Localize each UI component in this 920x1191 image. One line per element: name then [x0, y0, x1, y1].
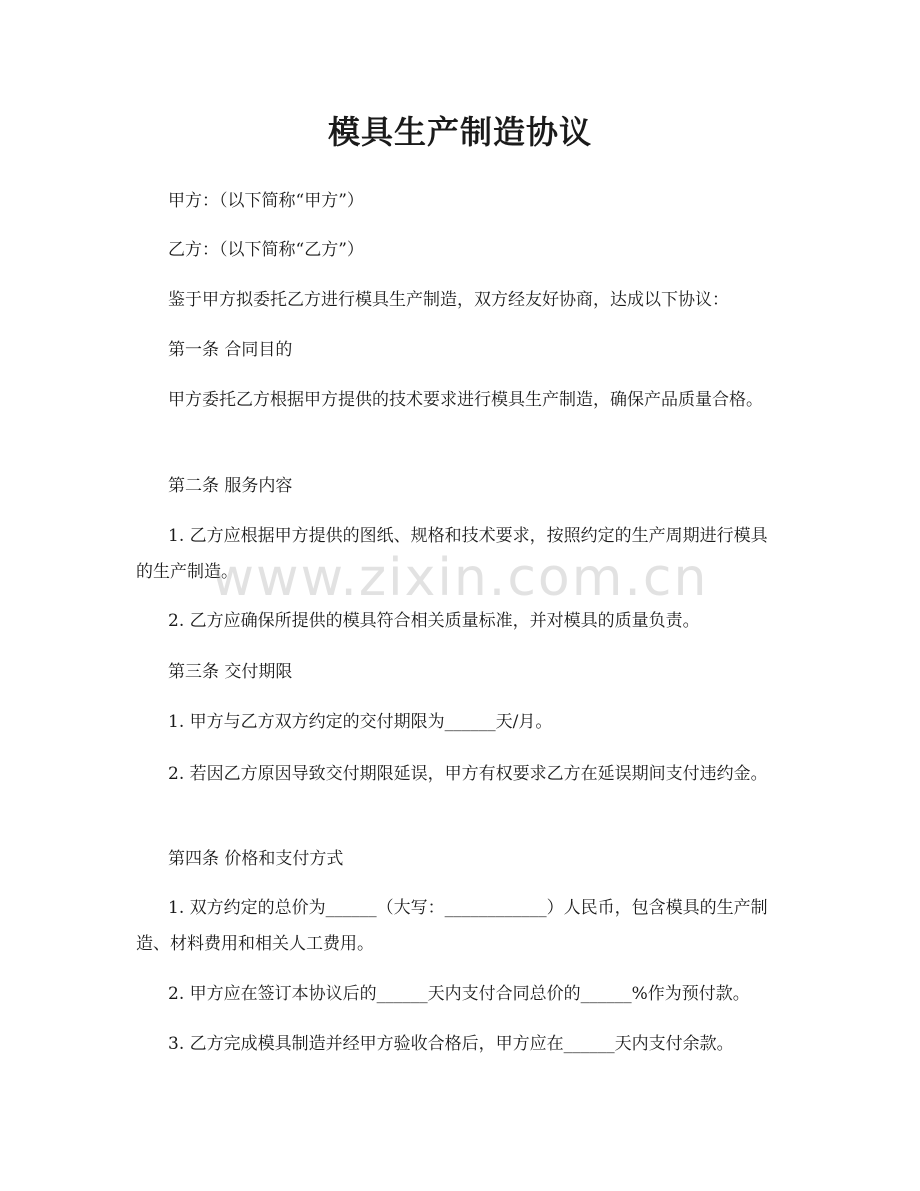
article-1-body: 甲方委托乙方根据甲方提供的技术要求进行模具生产制造，确保产品质量合格。	[168, 390, 763, 410]
article-4-item-1: 1. 双方约定的总价为______（大写：____________）人民币，包含模具的生产制造、材料费用和相关人工费用。	[136, 898, 768, 954]
article-2-heading: 第二条 服务内容	[168, 476, 293, 496]
document-title: 模具生产制造协议	[327, 113, 592, 151]
article-4-item-3: 3. 乙方完成模具制造并经甲方验收合格后，甲方应在______天内支付余款。	[168, 1034, 734, 1054]
preamble-paragraph: 鉴于甲方拟委托乙方进行模具生产制造，双方经友好协商，达成以下协议：	[168, 290, 729, 310]
article-2-item-1: 1. 乙方应根据甲方提供的图纸、规格和技术要求，按照约定的生产周期进行模具的生产制造。	[136, 526, 768, 582]
party-a-line: 甲方：（以下简称“甲方”）	[168, 191, 364, 211]
article-1-heading: 第一条 合同目的	[168, 340, 293, 360]
party-b-line: 乙方：（以下简称“乙方”）	[168, 240, 364, 260]
article-4-heading: 第四条 价格和支付方式	[168, 849, 344, 869]
article-2-item-2: 2. 乙方应确保所提供的模具符合相关质量标准，并对模具的质量负责。	[168, 611, 700, 631]
article-3-heading: 第三条 交付期限	[168, 662, 293, 682]
article-3-item-1: 1. 甲方与乙方双方约定的交付期限为______天/月。	[168, 712, 553, 732]
site-watermark: www.zixin.com.cn	[211, 548, 709, 608]
article-3-item-2: 2. 若因乙方原因导致交付期限延误，甲方有权要求乙方在延误期间支付违约金。	[168, 764, 768, 784]
article-4-item-2: 2. 甲方应在签订本协议后的______天内支付合同总价的______%作为预付款。	[168, 984, 750, 1004]
